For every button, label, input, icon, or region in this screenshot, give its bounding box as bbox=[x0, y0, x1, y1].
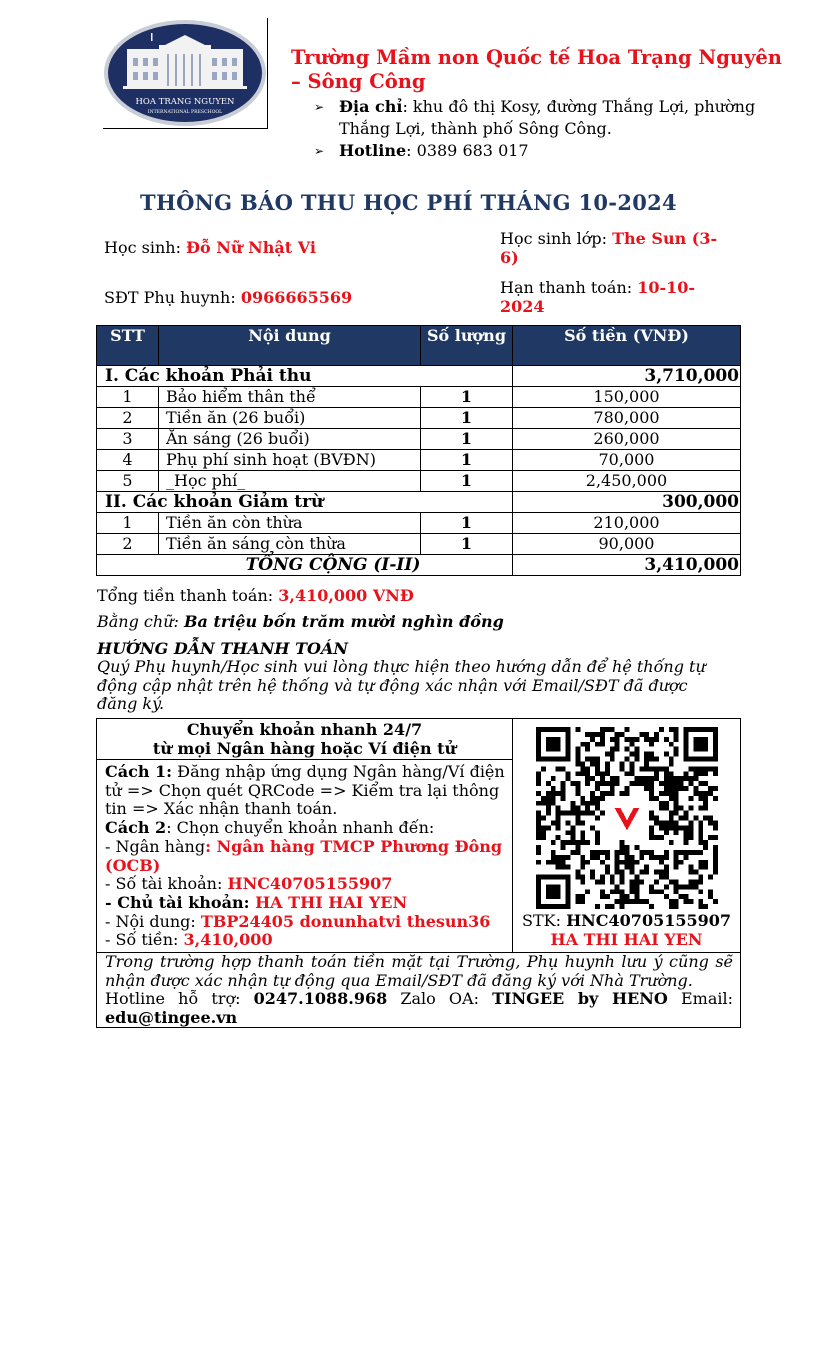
amount-in-words-value: Ba triệu bốn trăm mười nghìn đồng bbox=[183, 612, 504, 631]
row-qty: 1 bbox=[421, 408, 513, 429]
row-desc: Tiền ăn (26 buổi) bbox=[159, 408, 421, 429]
amount-in-words-label: Bằng chữ: bbox=[97, 612, 184, 631]
due-date-info bbox=[500, 278, 710, 316]
way1-label: Cách 1: bbox=[105, 762, 173, 781]
due-date-label: Hạn thanh toán: bbox=[500, 278, 638, 297]
bank-line bbox=[105, 838, 506, 875]
table-row bbox=[97, 450, 741, 471]
row-amount: 2,450,000 bbox=[513, 471, 741, 492]
way2 bbox=[105, 819, 506, 838]
fee-table-header bbox=[97, 326, 741, 366]
student-info bbox=[104, 238, 316, 257]
parent-phone-value: 0966665569 bbox=[240, 288, 353, 307]
bank-value: : Ngân hàng TMCP Phương Đông (OCB) bbox=[105, 836, 503, 875]
support-phone: 0247.1088.968 bbox=[253, 989, 388, 1009]
cash-note bbox=[97, 953, 741, 1028]
row-stt: 4 bbox=[97, 450, 159, 471]
owner-label: - Chủ tài khoản: bbox=[105, 892, 256, 912]
logo-text-sub: INTERNATIONAL PRESCHOOL bbox=[147, 110, 223, 115]
payment-guide-text: Quý Phụ huynh/Học sinh vui lòng thực hiện theo hướng dẫn để hệ thống tự động cập nhật trên hệ thống và tự động xác nhận với Email/SĐT đã được đăng ký. bbox=[97, 657, 706, 713]
qr-owner: HA THI HAI YEN bbox=[550, 930, 703, 949]
bank-label: - Ngân hàng bbox=[105, 836, 206, 856]
row-qty: 1 bbox=[421, 387, 513, 408]
row-amount: 150,000 bbox=[513, 387, 741, 408]
hotline-line bbox=[314, 140, 764, 162]
transfer-steps bbox=[97, 760, 513, 953]
row-amount: 90,000 bbox=[513, 534, 741, 555]
table-row bbox=[97, 429, 741, 450]
transfer-heading bbox=[97, 719, 513, 760]
header-quantity: Số lượng bbox=[421, 326, 513, 366]
total-payment-label: Tổng tiền thanh toán: bbox=[97, 586, 279, 605]
parent-phone-label: SĐT Phụ huynh: bbox=[104, 288, 241, 307]
section-receivables bbox=[97, 366, 741, 387]
row-stt: 2 bbox=[97, 408, 159, 429]
owner-line bbox=[105, 894, 506, 913]
address-label: Địa chỉ bbox=[339, 97, 403, 116]
section-deductions bbox=[97, 492, 741, 513]
row-desc: Ăn sáng (26 buổi) bbox=[159, 429, 421, 450]
class-info bbox=[500, 229, 725, 267]
row-desc: Tiền ăn sáng còn thừa bbox=[159, 534, 421, 555]
hotline-label: Hotline bbox=[339, 141, 407, 160]
qr-account-label: STK: bbox=[522, 911, 567, 930]
qr-panel bbox=[513, 719, 741, 953]
logo-text-main: HOA TRANG NGUYEN bbox=[135, 97, 235, 107]
qr-account bbox=[513, 911, 740, 930]
table-row bbox=[97, 408, 741, 429]
table-row bbox=[97, 534, 741, 555]
way1 bbox=[105, 763, 506, 819]
row-qty: 1 bbox=[421, 513, 513, 534]
row-amount: 70,000 bbox=[513, 450, 741, 471]
row-stt: 3 bbox=[97, 429, 159, 450]
table-row bbox=[97, 513, 741, 534]
class-label: Học sinh lớp: bbox=[500, 229, 613, 248]
way2-label: Cách 2 bbox=[105, 818, 167, 838]
row-desc: Phụ phí sinh hoạt (BVĐN) bbox=[159, 450, 421, 471]
fee-table bbox=[96, 325, 741, 576]
section-label: II. Các khoản Giảm trừ bbox=[97, 492, 513, 513]
table-row bbox=[97, 387, 741, 408]
way2-text: : Chọn chuyển khoản nhanh đến: bbox=[166, 818, 435, 838]
transfer-heading-line2: từ mọi Ngân hàng hoặc Ví điện tử bbox=[152, 739, 457, 758]
due-date-value: 10-10-2024 bbox=[500, 278, 696, 316]
email-value: edu@tingee.vn bbox=[105, 1007, 238, 1027]
student-label: Học sinh: bbox=[104, 238, 187, 257]
school-contact bbox=[314, 96, 764, 162]
notice-title: THÔNG BÁO THU HỌC PHÍ THÁNG 10-2024 bbox=[140, 190, 677, 215]
row-stt: 1 bbox=[97, 387, 159, 408]
row-amount: 260,000 bbox=[513, 429, 741, 450]
parent-phone-info bbox=[104, 288, 352, 307]
row-qty: 1 bbox=[421, 471, 513, 492]
address-line bbox=[314, 96, 764, 140]
section-amount: 3,710,000 bbox=[513, 366, 741, 387]
amount-label: - Số tiền: bbox=[105, 930, 184, 950]
account-line bbox=[105, 875, 506, 894]
total-amount: 3,410,000 bbox=[513, 555, 741, 576]
header-content: Nội dung bbox=[159, 326, 421, 366]
payment-box bbox=[96, 718, 741, 1028]
row-stt: 2 bbox=[97, 534, 159, 555]
total-payment bbox=[97, 586, 414, 605]
row-amount: 210,000 bbox=[513, 513, 741, 534]
zalo-label: Zalo OA: bbox=[387, 989, 493, 1009]
support-label: Hotline hỗ trợ: bbox=[105, 989, 254, 1009]
school-logo bbox=[103, 18, 268, 129]
section-amount: 300,000 bbox=[513, 492, 741, 513]
qr-account-value: HNC40705155907 bbox=[566, 911, 731, 930]
amount-line bbox=[105, 931, 506, 950]
row-desc: _Học phí_ bbox=[159, 471, 421, 492]
hotline-value: : 0389 683 017 bbox=[406, 141, 529, 160]
header-stt: STT bbox=[97, 326, 159, 366]
zalo-value: TINGEE by HENO bbox=[492, 989, 668, 1009]
content-line bbox=[105, 913, 506, 932]
row-stt: 5 bbox=[97, 471, 159, 492]
arrow-bullet-icon: ➢ bbox=[314, 144, 325, 158]
account-value: HNC40705155907 bbox=[227, 874, 393, 894]
account-label: - Số tài khoản: bbox=[105, 874, 228, 894]
total-row bbox=[97, 555, 741, 576]
table-row bbox=[97, 471, 741, 492]
content-value: TBP24405 donunhatvi thesun36 bbox=[200, 911, 491, 931]
transfer-heading-line1: Chuyển khoản nhanh 24/7 bbox=[186, 720, 423, 739]
address-value: : khu đô thị Kosy, đường Thắng Lợi, phường Thắng Lợi, thành phố Sông Công. bbox=[339, 97, 756, 138]
row-desc: Tiền ăn còn thừa bbox=[159, 513, 421, 534]
amount-value: 3,410,000 bbox=[183, 930, 273, 950]
payment-qr-code-icon bbox=[536, 727, 718, 909]
email-label: Email: bbox=[667, 989, 733, 1009]
content-label: - Nội dung: bbox=[105, 911, 201, 931]
row-qty: 1 bbox=[421, 450, 513, 471]
row-qty: 1 bbox=[421, 534, 513, 555]
class-value: The Sun (3-6) bbox=[500, 229, 718, 267]
section-label: I. Các khoản Phải thu bbox=[97, 366, 513, 387]
payment-guide-title: HƯỚNG DẪN THANH TOÁN bbox=[97, 639, 348, 658]
owner-value: HA THI HAI YEN bbox=[255, 892, 408, 912]
row-stt: 1 bbox=[97, 513, 159, 534]
total-payment-value: 3,410,000 VNĐ bbox=[278, 586, 414, 605]
arrow-bullet-icon: ➢ bbox=[314, 100, 325, 114]
way1-text: Đăng nhập ứng dụng Ngân hàng/Ví điện tử => Chọn quét QRCode => Kiểm tra lại thông tin => Xác nhận thanh toán. bbox=[105, 762, 505, 819]
row-qty: 1 bbox=[421, 429, 513, 450]
cash-note-text: Trong trường hợp thanh toán tiền mặt tại Trường, Phụ huynh lưu ý cũng sẽ nhận được xác nhận tự động qua Email/SĐT đã đăng ký với Nhà Trường. bbox=[105, 952, 733, 990]
student-name: Đỗ Nữ Nhật Vi bbox=[186, 238, 316, 257]
header-amount: Số tiền (VNĐ) bbox=[513, 326, 741, 366]
school-name: Trường Mầm non Quốc tế Hoa Trạng Nguyên – Sông Công bbox=[291, 46, 782, 93]
support-line bbox=[105, 990, 733, 1009]
amount-in-words bbox=[97, 612, 504, 631]
total-label: TỔNG CỘNG (I-II) bbox=[97, 555, 513, 576]
row-amount: 780,000 bbox=[513, 408, 741, 429]
row-desc: Bảo hiểm thân thể bbox=[159, 387, 421, 408]
school-logo-icon bbox=[103, 18, 268, 129]
